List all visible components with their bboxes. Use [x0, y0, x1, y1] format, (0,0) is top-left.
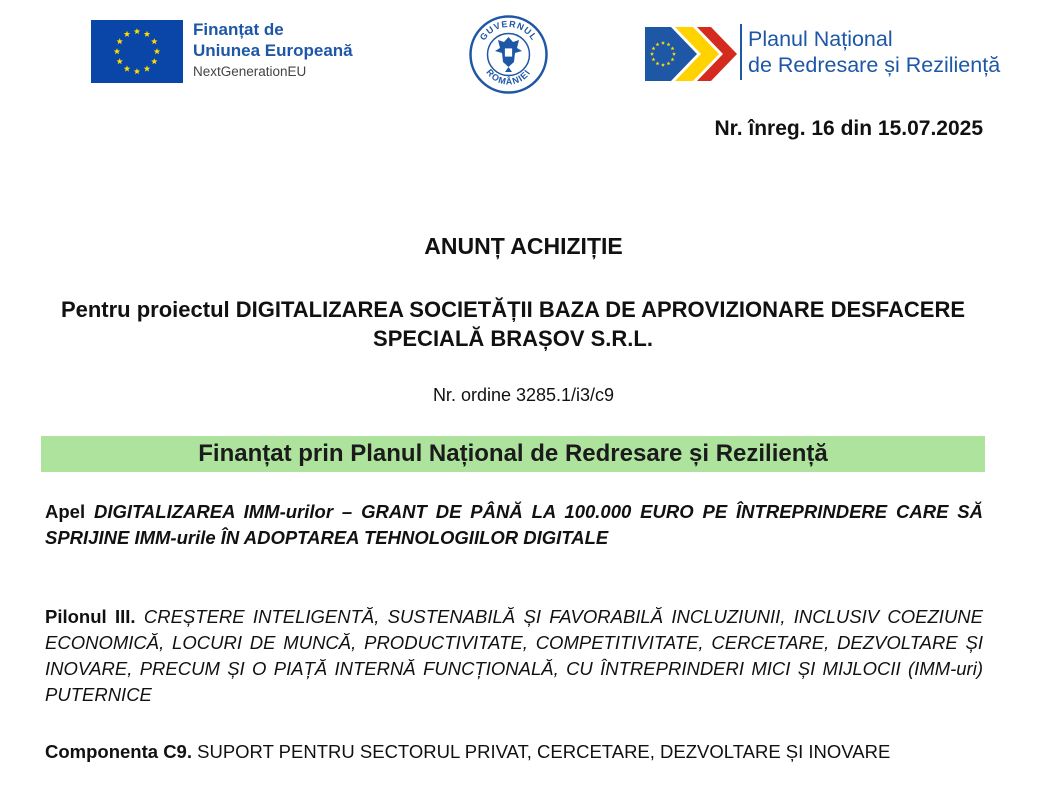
- component-label: Componenta C9.: [45, 741, 192, 762]
- eu-funding-label: [193, 19, 353, 82]
- pnrr-divider: [740, 24, 742, 80]
- call-text: DIGITALIZAREA IMM-urilor – GRANT DE PÂNĂ LA 100.000 EURO PE ÎNTREPRINDERE CARE SĂ SPRIJINE IMM-urile ÎN ADOPTAREA TEHNOLOGIILOR DIGITALE: [45, 501, 983, 548]
- pnrr-label-line1: Planul Național: [748, 27, 893, 51]
- registration-number: Nr. înreg. 16 din 15.07.2025: [714, 117, 983, 140]
- star-icon: [144, 65, 150, 71]
- component-paragraph: [45, 739, 983, 765]
- pnrr-logo-mark: [645, 27, 737, 81]
- eu-label-line1: Finanțat de: [193, 20, 284, 39]
- project-name: DIGITALIZAREA SOCIETĂȚII BAZA DE APROVIZIONARE DESFACERE SPECIALĂ BRAȘOV S.R.L.: [235, 297, 966, 351]
- star-icon: [151, 38, 157, 44]
- eu-label-line2: Uniunea Europeană: [193, 41, 353, 60]
- star-icon: [144, 31, 150, 37]
- pillar-label: Pilonul III.: [45, 606, 136, 627]
- romanian-government-seal: [469, 15, 548, 94]
- eu-stars-icon: [91, 20, 183, 83]
- star-icon: [124, 65, 130, 71]
- star-icon: [116, 38, 122, 44]
- eu-flag-logo: [91, 20, 183, 83]
- order-number: Nr. ordine 3285.1/i3/c9: [432, 385, 615, 405]
- svg-text:ROMÂNIEI: ROMÂNIEI: [484, 67, 533, 87]
- pnrr-label: [748, 26, 1000, 78]
- pillar-text: CREȘTERE INTELIGENTĂ, SUSTENABILĂ ȘI FAVORABILĂ INCLUZIUNII, INCLUSIV COEZIUNE ECONOMICĂ, LOCURI DE MUNCĂ, PRODUCTIVITATE, COMPETITIVITATE, CERCETARE, DEZVOLTARE ȘI INOVARE, PRECUM ȘI O PIAȚĂ INTERNĂ FUNCȚIONALĂ, CU ÎNTREPRINDERI MICI ȘI MIJLOCII (IMM-uri) PUTERNICE: [45, 606, 983, 705]
- svg-text:GUVERNUL: GUVERNUL: [477, 18, 540, 43]
- project-title: [40, 295, 986, 353]
- star-icon: [116, 58, 122, 64]
- call-label: Apel: [45, 501, 86, 522]
- star-icon: [134, 68, 140, 74]
- star-icon: [151, 58, 157, 64]
- star-icon: [134, 28, 140, 34]
- component-text: SUPORT PENTRU SECTORUL PRIVAT, CERCETARE, DEZVOLTARE ȘI INOVARE: [197, 741, 891, 762]
- government-crest-icon: [469, 15, 548, 94]
- project-prefix: Pentru proiectul: [60, 297, 230, 322]
- call-paragraph: [45, 499, 983, 551]
- eu-label-line3: NextGenerationEU: [193, 64, 307, 79]
- star-icon: [154, 48, 160, 54]
- pnrr-label-line2: de Redresare și Reziliență: [748, 53, 1001, 77]
- star-icon: [114, 48, 120, 54]
- document-title: ANUNȚ ACHIZIȚIE: [424, 233, 623, 259]
- star-icon: [124, 31, 130, 37]
- pillar-paragraph: [45, 604, 983, 708]
- funding-banner: Finanțat prin Planul Național de Redresare și Reziliență: [41, 436, 985, 472]
- pnrr-chevron-icon: [645, 27, 737, 81]
